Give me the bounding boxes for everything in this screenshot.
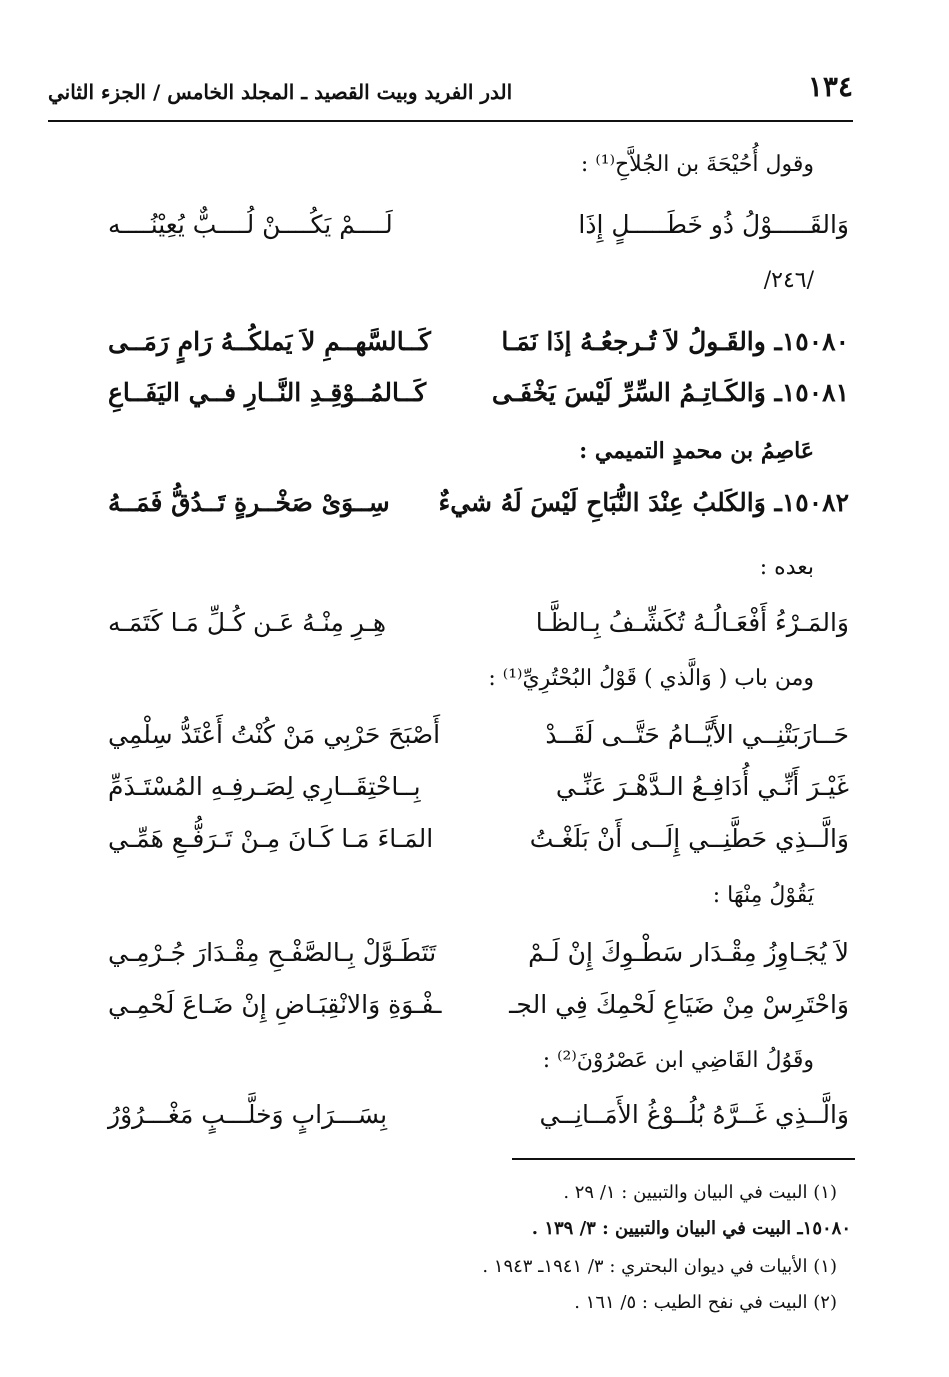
- footnote: (١) البيت في البيان والتبيين : ١/ ٢٩ .: [563, 1182, 837, 1203]
- footnote-verse-15080: ١٥٠٨٠ـ البيت في البيان والتبيين : ٣/ ١٣٩ .: [531, 1218, 851, 1239]
- intro-line-yaqulu: يَقُوْلُ مِنْهَا :: [712, 883, 814, 908]
- intro-line-buhturi: ومن باب ( وَالَّذي ) قَوْلُ البُحْتُرِيِّ⁽¹⁾ :: [488, 666, 814, 691]
- intro-line-asrun: وقَوُلُ القَاضِي ابن عَصْرُوْنَ⁽²⁾ :: [542, 1048, 814, 1073]
- verse-first-hemistich: لاَ يُجَـاوِزُ مِقْـدَار سَطْـوِكَ إِنْ لَـمْ: [528, 938, 849, 967]
- page-reference: /٢٤٦/: [763, 268, 814, 293]
- verse-first-hemistich: وَالمَـرْءُ أَفْعَـالُـهُ تُكَشِّـفُ بِـالظَّـا: [535, 608, 849, 637]
- verse-second-hemistich: ـفْـوَةِ وَالانْقِبَـاضِ إِنْ ضَـاعَ لَحْمِـي: [108, 990, 442, 1019]
- verse-15082-second-hemistich: سِــوَىْ صَخْــرةٍ تَــدُقُّ فَمَــهُ: [108, 488, 390, 517]
- footnote: (١) الأبيات في ديوان البحتري : ٣/ ١٩٤١ـ ١٩٤٣ .: [482, 1256, 837, 1277]
- verse-second-hemistich: بِــاحْتِقَــارِي لِصَـرفِـهِ المُسْتَـذَمِّ: [108, 772, 421, 801]
- verse-second-hemistich: المَـاءَ مَـا كَـانَ مِـنْ تَـرَفُّـعِ هَمِّـي: [108, 824, 434, 853]
- verse-15081-second-hemistich: كَــالمُــوْقِـدِ النَّــارِ فــي اليَفَــاعِ: [108, 378, 427, 407]
- verse-first-hemistich: وَاحْتَرِسْ مِنْ ضَيَاعِ لَحْمِكَ فِي الجـ: [509, 990, 849, 1019]
- page-header: [48, 68, 853, 118]
- verse-first-hemistich: حَــارَبَتْنِــي الأَيَّــامُ حَتَّــى لَقَــدْ: [545, 720, 849, 749]
- footnote: (٢) البيت في نفح الطيب : ٥/ ١٦١ .: [574, 1292, 837, 1313]
- verse-first-hemistich: وَالَّــذِي حَطَّنِــي إِلَــى أَنْ بَلَغْـتُ: [529, 824, 849, 853]
- header-rule: [48, 120, 853, 122]
- verse-second-hemistich: لَــــمْ يَكُــــنْ لُــــبٌّ يُعِيْنُــــه: [108, 210, 393, 239]
- verse-second-hemistich: بِسَـــرَابٍ وَخلَّـــبٍ مَغْـــرُوْرُ: [108, 1100, 388, 1129]
- intro-line-after: بعده :: [759, 555, 814, 580]
- verse-second-hemistich: هِـرِ مِنْـهُ عَـن كُـلِّ مَـا كَتَمَـه: [108, 608, 387, 637]
- intro-line-uhayha: وقول أُحُيْحَةَ بن الجُلاَّحِ⁽¹⁾ :: [580, 152, 814, 177]
- verse-second-hemistich: تَتَطَـوَّلْ بِـالصَّفْـحِ مِقْـدَارَ جُـرْمِـي: [108, 938, 437, 967]
- intro-line-asim: عَاصِمُ بن محمدٍ التميمي :: [579, 438, 814, 464]
- verse-15080-first-hemistich: ١٥٠٨٠ـ والقَـولُ لاَ تُـرجعُـهُ إذَا نَمَـا: [501, 327, 849, 356]
- verse-15080-second-hemistich: كَــالسَّهــمِ لاَ يَملكُــهُ رَامٍ رَمَــى: [108, 327, 431, 356]
- verse-first-hemistich: وَالَّــذِي غَــرَّهُ بُلُــوْغُ الأَمَــانِــي: [539, 1100, 849, 1129]
- page-number: ١٣٤: [807, 70, 853, 103]
- verse-15081-first-hemistich: ١٥٠٨١ـ وَالكَـاتِـمُ السِّرِّ لَيْسَ يَخْفَـى: [491, 378, 849, 407]
- verse-second-hemistich: أَصْبَحَ حَرْبِي مَنْ كُنْتُ أَعْتَدُّ سِلْمِي: [108, 720, 441, 749]
- verse-first-hemistich: وَالقَـــــوْلُ ذُو خَطَـــــلٍ إِذَا: [578, 210, 849, 239]
- verse-15082-first-hemistich: ١٥٠٨٢ـ وَالكَلبُ عِنْدَ النُّبَاحِ لَيْسَ لَهُ شيءٌ: [438, 488, 849, 517]
- footnote-rule: [512, 1158, 855, 1160]
- running-title: الدر الفريد وبيت القصيد ـ المجلد الخامس / الجزء الثاني: [48, 80, 513, 104]
- verse-first-hemistich: غَيْـرَ أَنِّـي أُدَافِـعُ الـدَّهْـرَ عَنِّـي: [555, 772, 849, 801]
